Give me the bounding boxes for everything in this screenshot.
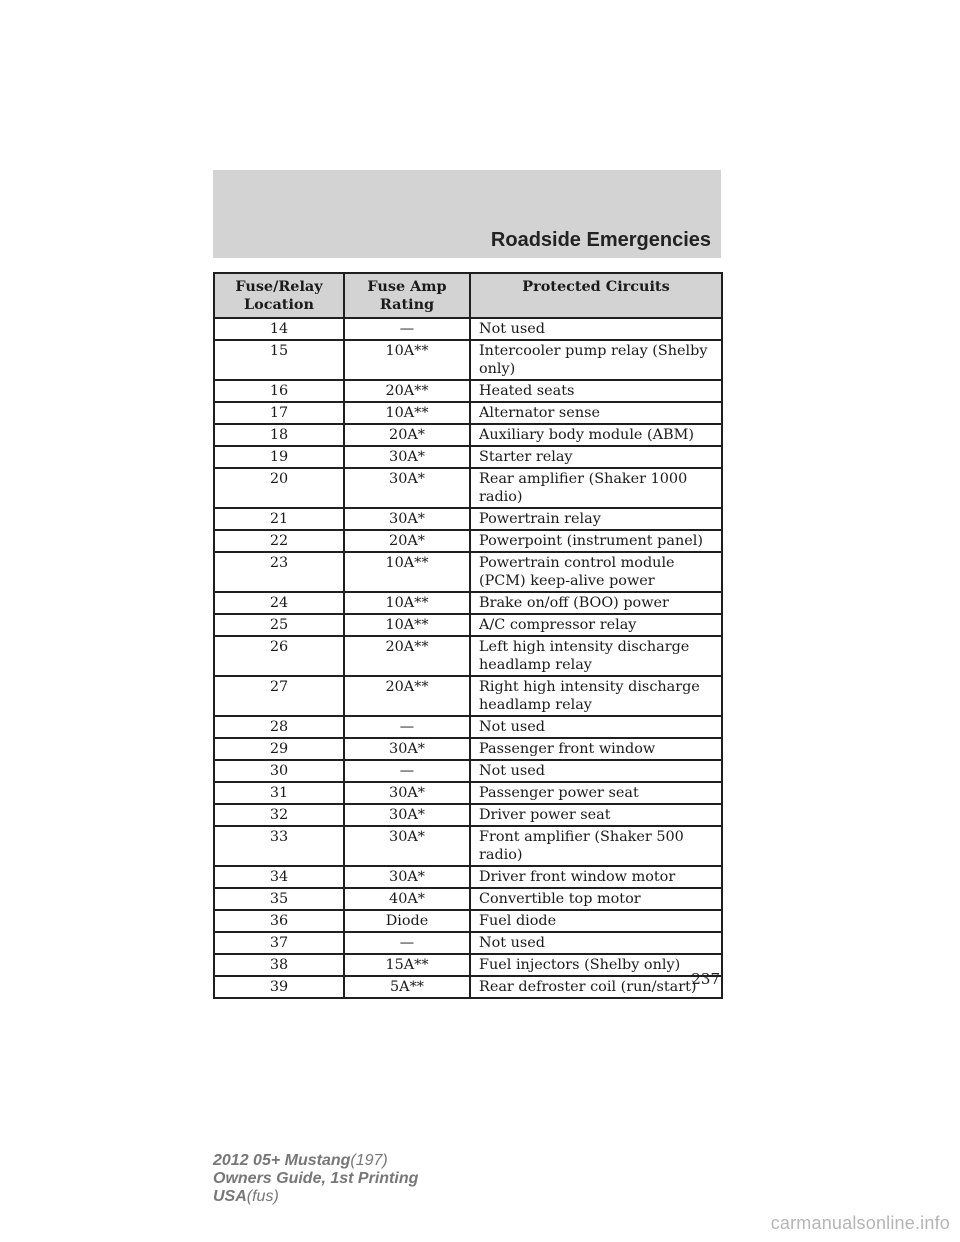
fuse-rating-cell: Diode xyxy=(344,910,470,932)
table-row xyxy=(214,954,722,976)
fuse-rating-cell: 10A** xyxy=(344,552,470,592)
protected-circuit-cell: Powerpoint (instrument panel) xyxy=(470,530,722,552)
table-row xyxy=(214,446,722,468)
fuse-rating-cell: 15A** xyxy=(344,954,470,976)
protected-circuit-cell: Rear defroster coil (run/start) xyxy=(470,976,722,998)
fuse-location-cell: 24 xyxy=(214,592,344,614)
protected-circuit-cell: Convertible top motor xyxy=(470,888,722,910)
fuse-table xyxy=(213,272,723,999)
footer-market: USA xyxy=(213,1188,247,1205)
table-row xyxy=(214,508,722,530)
protected-circuit-cell: Passenger power seat xyxy=(470,782,722,804)
fuse-rating-cell: — xyxy=(344,318,470,340)
print-footer xyxy=(213,1152,418,1206)
table-row xyxy=(214,340,722,380)
column-header-rating: Fuse Amp Rating xyxy=(344,273,470,318)
page-number: 237 xyxy=(691,970,720,988)
protected-circuit-cell: Heated seats xyxy=(470,380,722,402)
table-row xyxy=(214,676,722,716)
fuse-location-cell: 14 xyxy=(214,318,344,340)
footer-line-2 xyxy=(213,1170,418,1188)
table-row xyxy=(214,782,722,804)
protected-circuit-cell: Powertrain control module (PCM) keep-alive power xyxy=(470,552,722,592)
fuse-location-cell: 16 xyxy=(214,380,344,402)
section-title: Roadside Emergencies xyxy=(490,229,711,251)
fuse-rating-cell: — xyxy=(344,932,470,954)
fuse-location-cell: 34 xyxy=(214,866,344,888)
fuse-rating-cell: 30A* xyxy=(344,508,470,530)
protected-circuit-cell: Fuel diode xyxy=(470,910,722,932)
table-row xyxy=(214,826,722,866)
fuse-location-cell: 38 xyxy=(214,954,344,976)
protected-circuit-cell: Passenger front window xyxy=(470,738,722,760)
protected-circuit-cell: Not used xyxy=(470,318,722,340)
protected-circuit-cell: Driver front window motor xyxy=(470,866,722,888)
table-row xyxy=(214,804,722,826)
fuse-location-cell: 21 xyxy=(214,508,344,530)
table-row xyxy=(214,888,722,910)
footer-line-3 xyxy=(213,1188,418,1206)
fuse-location-cell: 18 xyxy=(214,424,344,446)
fuse-location-cell: 25 xyxy=(214,614,344,636)
fuse-location-cell: 29 xyxy=(214,738,344,760)
fuse-rating-cell: 40A* xyxy=(344,888,470,910)
fuse-location-cell: 36 xyxy=(214,910,344,932)
table-row xyxy=(214,760,722,782)
table-row xyxy=(214,424,722,446)
table-row xyxy=(214,380,722,402)
fuse-location-cell: 17 xyxy=(214,402,344,424)
protected-circuit-cell: Not used xyxy=(470,716,722,738)
fuse-rating-cell: 10A** xyxy=(344,340,470,380)
column-header-location: Fuse/Relay Location xyxy=(214,273,344,318)
protected-circuit-cell: Front amplifier (Shaker 500 radio) xyxy=(470,826,722,866)
fuse-rating-cell: 10A** xyxy=(344,592,470,614)
protected-circuit-cell: Left high intensity discharge headlamp relay xyxy=(470,636,722,676)
protected-circuit-cell: Not used xyxy=(470,760,722,782)
table-row xyxy=(214,910,722,932)
footer-printing: Owners Guide, 1st Printing xyxy=(213,1170,419,1187)
table-row xyxy=(214,636,722,676)
table-row xyxy=(214,866,722,888)
protected-circuit-cell: Brake on/off (BOO) power xyxy=(470,592,722,614)
fuse-rating-cell: 20A* xyxy=(344,530,470,552)
fuse-location-cell: 26 xyxy=(214,636,344,676)
fuse-location-cell: 22 xyxy=(214,530,344,552)
fuse-location-cell: 28 xyxy=(214,716,344,738)
fuse-rating-cell: 30A* xyxy=(344,782,470,804)
fuse-location-cell: 33 xyxy=(214,826,344,866)
protected-circuit-cell: Auxiliary body module (ABM) xyxy=(470,424,722,446)
watermark: carmanualsonline.info xyxy=(770,1213,950,1233)
fuse-location-cell: 19 xyxy=(214,446,344,468)
protected-circuit-cell: Rear amplifier (Shaker 1000 radio) xyxy=(470,468,722,508)
fuse-rating-cell: 20A** xyxy=(344,636,470,676)
table-row xyxy=(214,402,722,424)
fuse-rating-cell: 20A** xyxy=(344,380,470,402)
fuse-location-cell: 20 xyxy=(214,468,344,508)
protected-circuit-cell: Fuel injectors (Shelby only) xyxy=(470,954,722,976)
protected-circuit-cell: Driver power seat xyxy=(470,804,722,826)
fuse-rating-cell: — xyxy=(344,716,470,738)
fuse-location-cell: 27 xyxy=(214,676,344,716)
fuse-rating-cell: 30A* xyxy=(344,804,470,826)
table-row xyxy=(214,738,722,760)
table-header-row xyxy=(214,273,722,318)
fuse-rating-cell: 10A** xyxy=(344,402,470,424)
table-row xyxy=(214,614,722,636)
table-row xyxy=(214,976,722,998)
section-header-band xyxy=(213,170,721,258)
table-row xyxy=(214,552,722,592)
fuse-rating-cell: 5A** xyxy=(344,976,470,998)
fuse-rating-cell: 30A* xyxy=(344,826,470,866)
fuse-location-cell: 35 xyxy=(214,888,344,910)
footer-model: 2012 05+ Mustang xyxy=(213,1152,351,1169)
column-header-circuits: Protected Circuits xyxy=(470,273,722,318)
table-row xyxy=(214,932,722,954)
table-row xyxy=(214,468,722,508)
protected-circuit-cell: Alternator sense xyxy=(470,402,722,424)
protected-circuit-cell: A/C compressor relay xyxy=(470,614,722,636)
fuse-location-cell: 30 xyxy=(214,760,344,782)
table-row xyxy=(214,318,722,340)
fuse-rating-cell: 30A* xyxy=(344,738,470,760)
fuse-location-cell: 39 xyxy=(214,976,344,998)
fuse-location-cell: 32 xyxy=(214,804,344,826)
fuse-rating-cell: 10A** xyxy=(344,614,470,636)
protected-circuit-cell: Not used xyxy=(470,932,722,954)
footer-market-code: (fus) xyxy=(246,1188,279,1205)
fuse-location-cell: 15 xyxy=(214,340,344,380)
protected-circuit-cell: Intercooler pump relay (Shelby only) xyxy=(470,340,722,380)
fuse-rating-cell: — xyxy=(344,760,470,782)
protected-circuit-cell: Starter relay xyxy=(470,446,722,468)
protected-circuit-cell: Powertrain relay xyxy=(470,508,722,530)
footer-page-code: (197) xyxy=(350,1152,388,1169)
table-row xyxy=(214,716,722,738)
fuse-rating-cell: 30A* xyxy=(344,468,470,508)
table-row xyxy=(214,592,722,614)
fuse-rating-cell: 30A* xyxy=(344,866,470,888)
fuse-location-cell: 31 xyxy=(214,782,344,804)
fuse-rating-cell: 30A* xyxy=(344,446,470,468)
fuse-location-cell: 37 xyxy=(214,932,344,954)
footer-line-1 xyxy=(213,1152,418,1170)
fuse-rating-cell: 20A** xyxy=(344,676,470,716)
protected-circuit-cell: Right high intensity discharge headlamp relay xyxy=(470,676,722,716)
table-body xyxy=(214,318,722,998)
table-row xyxy=(214,530,722,552)
fuse-location-cell: 23 xyxy=(214,552,344,592)
fuse-rating-cell: 20A* xyxy=(344,424,470,446)
